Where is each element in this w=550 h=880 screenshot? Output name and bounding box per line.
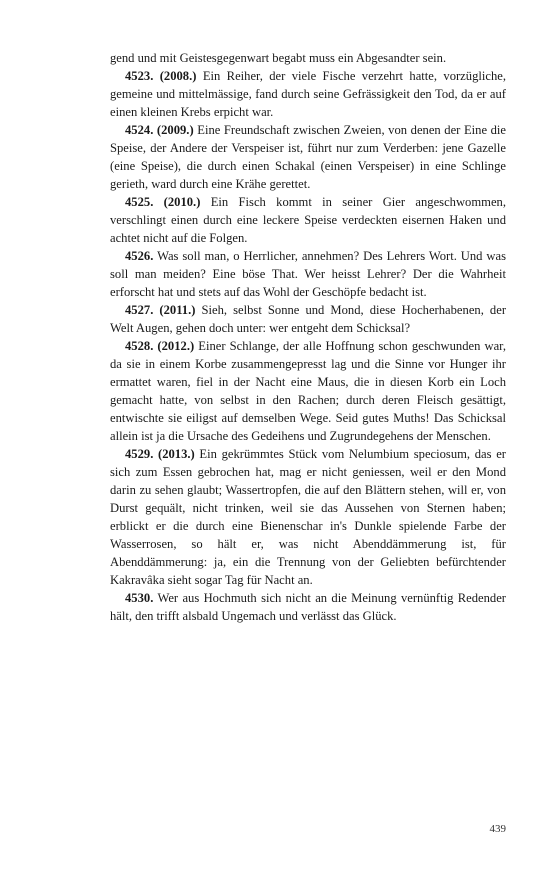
entry-text: Einer Schlange, der alle Hoffnung schon geschwunden war, da sie in einem Korbe zusammengepresst lag und die Sinne vor Hunger ihr ermattet waren, fiel in der Nacht eine Maus, die in diesen Korb ein Loch gemacht hatte, von selbst in den Rachen; durch deren Fleisch gesättigt, entwischte sie eiligst auf demselben Wege. Seid gutes Muths! Das Schicksal allein ist ja die Ursache des Gedeihens und Zugrundegehens der Menschen. [110,339,506,443]
entry-text: Wer aus Hochmuth sich nicht an die Meinung vernünftig Redender hält, den trifft alsbald Ungemach und verlässt das Glück. [110,591,506,623]
entry-number: 4526. [125,249,154,263]
entry-4524 [110,121,506,193]
entry-4530 [110,589,506,625]
entry-number: 4527. (2011.) [125,303,196,317]
entry-number: 4530. [125,591,154,605]
entry-4529 [110,445,506,589]
entry-number: 4524. (2009.) [125,123,194,137]
entry-text: Sieh, selbst Sonne und Mond, diese Hocherhabenen, der Welt Augen, gehen doch unter: wer entgeht dem Schicksal? [110,303,507,335]
entry-text: Ein gekrümmtes Stück vom Nelumbium speciosum, das er sich zum Essen gebrochen hat, mag er nicht geniessen, weil er den Mond darin zu sehen glaubt; Wassertropfen, die auf den Blättern stehen, will er, von Durst gequält, nicht trinken, weil sie das Aussehen von Sternen haben; erblickt er die durch eine Bienenschar in's Dunkle spielende Farbe der Wasserrosen, so hält er, was nicht Abenddämmerung ist, für Abenddämmerung: ja, ein die Trennung von der Geliebten befürchtender Kakravâka sieht sogar Tag für Nacht an. [110,447,506,587]
entry-number: 4523. (2008.) [125,69,197,83]
entry-4527 [110,301,506,337]
entry-text: Eine Freundschaft zwischen Zweien, von denen der Eine die Speise, der Andere der Verspeiser ist, führt nur zum Verderben: jene Gazelle (eine Speise), die durch einen Schakal (einen Verspeiser) in eine Schlinge gerieth, ward durch eine Krähe gerettet. [110,123,507,191]
entry-number: 4528. (2012.) [125,339,195,353]
entry-4525 [110,193,506,247]
entry-text: Ein Fisch kommt in seiner Gier angeschwommen, verschlingt einen durch eine leckere Speise verdeckten eisernen Haken und achtet nicht auf die Folgen. [110,195,506,245]
page-number: 439 [489,823,506,835]
entry-4523 [110,67,506,121]
entry-4528 [110,337,506,445]
entry-text: Ein Reiher, der viele Fische verzehrt hatte, vorzügliche, gemeine und mittelmässige, fand durch seine Gefrässigkeit den Tod, da er auf einen kleinen Krebs erpicht war. [110,69,506,119]
continuation-paragraph: gend und mit Geistesgegenwart begabt muss ein Abgesandter sein. [110,51,447,65]
entry-4526 [110,247,506,301]
entry-text: Was soll man, o Herrlicher, annehmen? Des Lehrers Wort. Und was soll man meiden? Eine böse That. Wer heisst Lehrer? Der die Wahrheit erforscht hat und stets auf das Wohl der Geschöpfe bedacht ist. [110,249,506,299]
page-body [110,49,506,625]
entry-number: 4525. (2010.) [125,195,201,209]
entry-number: 4529. (2013.) [125,447,195,461]
